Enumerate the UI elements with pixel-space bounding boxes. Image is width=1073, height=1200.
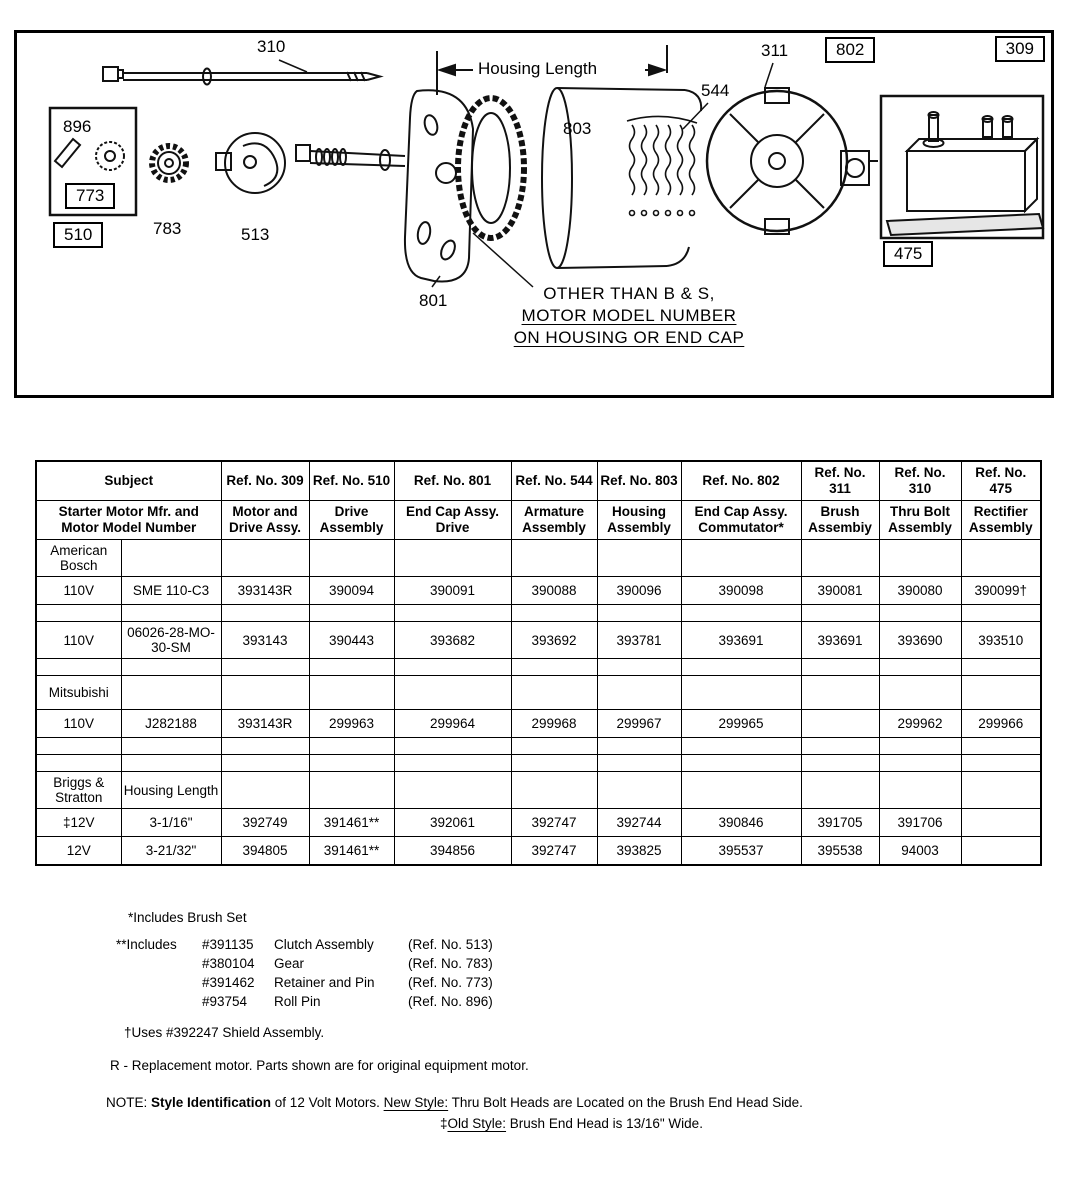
footnote-lead xyxy=(116,954,202,973)
table-cell xyxy=(597,540,681,577)
header-row-assemblies xyxy=(36,501,1041,540)
column-ref-header: Ref. No. 801 xyxy=(394,461,511,501)
table-cell xyxy=(681,772,801,809)
table-cell xyxy=(36,605,121,622)
table-cell xyxy=(879,755,961,772)
column-ref-header: Ref. No. 309 xyxy=(221,461,309,501)
table-cell xyxy=(879,772,961,809)
table-cell: 390846 xyxy=(681,809,801,837)
table-cell: Housing Length xyxy=(121,772,221,809)
table-cell: 390081 xyxy=(801,577,879,605)
table-cell: 390088 xyxy=(511,577,597,605)
table-cell xyxy=(309,605,394,622)
table-cell: 299967 xyxy=(597,710,681,738)
footnote-part-number: #391462 xyxy=(202,975,255,990)
table-cell xyxy=(597,605,681,622)
table-cell xyxy=(801,772,879,809)
housing-length-label: Housing Length xyxy=(478,59,598,78)
table-cell xyxy=(801,710,879,738)
footnote-lead: **Includes xyxy=(116,937,177,952)
part-label-802: 802 xyxy=(825,37,875,63)
part-label-801: 801 xyxy=(419,291,448,310)
table-cell xyxy=(961,772,1041,809)
table-cell: ‡12V xyxy=(36,809,121,837)
table-cell xyxy=(961,676,1041,710)
table-cell xyxy=(681,755,801,772)
table-cell: 392749 xyxy=(221,809,309,837)
table-cell xyxy=(309,738,394,755)
table-row xyxy=(36,659,1041,676)
footnote-part-number: #391135 xyxy=(202,937,254,952)
footnote-part-name: Clutch Assembly xyxy=(274,937,374,952)
subject-header: Subject xyxy=(36,461,221,501)
exploded-parts-diagram xyxy=(14,30,1054,398)
footnote-old-style xyxy=(440,1116,803,1131)
part-label-475: 475 xyxy=(883,241,933,267)
part-label-310: 310 xyxy=(257,37,286,56)
note-line-1: OTHER THAN B & S, xyxy=(543,284,715,303)
part-label-783: 783 xyxy=(153,219,182,238)
table-cell: 393143R xyxy=(221,577,309,605)
table-cell: 110V xyxy=(36,622,121,659)
parts-reference-table xyxy=(35,460,1042,866)
table-cell: 391705 xyxy=(801,809,879,837)
table-cell: 110V xyxy=(36,710,121,738)
table-cell: 391461** xyxy=(309,837,394,865)
column-assembly-header: Drive Assembly xyxy=(309,501,394,540)
table-cell: 393682 xyxy=(394,622,511,659)
footnote-part-number: #93754 xyxy=(202,994,248,1009)
table-cell xyxy=(681,738,801,755)
table-cell xyxy=(36,738,121,755)
column-ref-header: Ref. No. 475 xyxy=(961,461,1041,501)
column-ref-header: Ref. No. 803 xyxy=(597,461,681,501)
table-cell xyxy=(879,676,961,710)
table-cell: 394805 xyxy=(221,837,309,865)
table-cell xyxy=(511,755,597,772)
table-cell xyxy=(36,659,121,676)
part-label-803: 803 xyxy=(563,119,592,138)
table-cell: American Bosch xyxy=(36,540,121,577)
note-prefix: NOTE: xyxy=(106,1095,152,1110)
footnotes xyxy=(106,910,803,1131)
table-cell xyxy=(121,738,221,755)
table-cell: 299968 xyxy=(511,710,597,738)
table-cell xyxy=(961,809,1041,837)
table-cell: 393690 xyxy=(879,622,961,659)
table-cell: 390094 xyxy=(309,577,394,605)
armature-shaft-shape xyxy=(296,145,405,170)
table-cell: 392747 xyxy=(511,809,597,837)
table-cell xyxy=(801,540,879,577)
table-cell xyxy=(879,605,961,622)
footnote-brush-set: *Includes Brush Set xyxy=(128,910,247,925)
table-cell xyxy=(221,738,309,755)
table-cell: SME 110-C3 xyxy=(121,577,221,605)
table-cell: 299965 xyxy=(681,710,801,738)
note-middle: of 12 Volt Motors. xyxy=(271,1095,384,1110)
table-cell: 390098 xyxy=(681,577,801,605)
old-style-marker: ‡ xyxy=(440,1116,448,1131)
table-cell: 391461** xyxy=(309,809,394,837)
table-cell: 393143 xyxy=(221,622,309,659)
table-cell: 393692 xyxy=(511,622,597,659)
table-cell xyxy=(309,540,394,577)
table-cell: 393781 xyxy=(597,622,681,659)
table-cell xyxy=(121,540,221,577)
note-line-2: MOTOR MODEL NUMBER xyxy=(521,306,737,325)
table-cell xyxy=(597,676,681,710)
table-cell xyxy=(801,659,879,676)
table-cell: 3-21/32" xyxy=(121,837,221,865)
footnote-part-ref: (Ref. No. 773) xyxy=(408,975,493,990)
column-assembly-header: End Cap Assy. Drive xyxy=(394,501,511,540)
table-cell xyxy=(221,659,309,676)
table-cell: 394856 xyxy=(394,837,511,865)
part-label-544: 544 xyxy=(701,81,730,100)
table-cell xyxy=(221,676,309,710)
table-cell xyxy=(121,676,221,710)
table-cell xyxy=(121,755,221,772)
column-ref-header: Ref. No. 310 xyxy=(879,461,961,501)
table-cell xyxy=(597,738,681,755)
table-cell: 94003 xyxy=(879,837,961,865)
part-label-896: 896 xyxy=(63,117,92,136)
table-cell: 393510 xyxy=(961,622,1041,659)
part-label-309: 309 xyxy=(995,36,1045,62)
column-assembly-header: Housing Assembly xyxy=(597,501,681,540)
table-cell xyxy=(309,772,394,809)
table-cell xyxy=(961,659,1041,676)
table-cell xyxy=(394,540,511,577)
footnote-shield: †Uses #392247 Shield Assembly. xyxy=(124,1025,325,1040)
table-cell: 392061 xyxy=(394,809,511,837)
footnote-clutch-list xyxy=(116,935,803,1011)
table-cell: 393825 xyxy=(597,837,681,865)
table-cell xyxy=(681,676,801,710)
table-cell xyxy=(511,772,597,809)
table-cell xyxy=(309,755,394,772)
old-style-suffix: Brush End Head is 13/16" Wide. xyxy=(506,1116,703,1131)
table-row xyxy=(36,676,1041,710)
column-ref-header: Ref. No. 311 xyxy=(801,461,879,501)
note-line-3: ON HOUSING OR END CAP xyxy=(513,328,745,347)
table-cell xyxy=(597,659,681,676)
footnote-part-name: Retainer and Pin xyxy=(274,975,375,990)
table-cell xyxy=(309,659,394,676)
column-assembly-header: Brush Assembiy xyxy=(801,501,879,540)
table-cell xyxy=(511,605,597,622)
diagram-note xyxy=(479,283,779,349)
table-cell xyxy=(511,659,597,676)
table-cell: 392744 xyxy=(597,809,681,837)
footnote-part-number: #380104 xyxy=(202,956,255,971)
table-row xyxy=(36,622,1041,659)
armature-winding-shape xyxy=(458,98,524,238)
note-bold: Style Identification xyxy=(151,1095,272,1110)
part-label-773: 773 xyxy=(65,183,115,209)
table-cell xyxy=(511,738,597,755)
table-cell: 12V xyxy=(36,837,121,865)
clutch-shape xyxy=(216,133,285,193)
footnote-part-ref: (Ref. No. 783) xyxy=(408,956,493,971)
table-cell: J282188 xyxy=(121,710,221,738)
table-cell xyxy=(879,738,961,755)
table-cell xyxy=(961,837,1041,865)
table-cell: 395538 xyxy=(801,837,879,865)
table-cell: 299966 xyxy=(961,710,1041,738)
column-assembly-header: End Cap Assy. Commutator* xyxy=(681,501,801,540)
table-cell xyxy=(961,540,1041,577)
column-ref-header: Ref. No. 510 xyxy=(309,461,394,501)
table-cell xyxy=(221,772,309,809)
part-label-510: 510 xyxy=(53,222,103,248)
parts-table-body xyxy=(36,540,1041,865)
table-cell xyxy=(961,755,1041,772)
table-cell xyxy=(394,772,511,809)
mfr-model-header: Starter Motor Mfr. and Motor Model Number xyxy=(36,501,221,540)
old-style-underline: Old Style: xyxy=(447,1116,507,1131)
table-cell: 393691 xyxy=(801,622,879,659)
table-row xyxy=(36,540,1041,577)
table-cell xyxy=(511,676,597,710)
column-ref-header: Ref. No. 802 xyxy=(681,461,801,501)
table-cell xyxy=(961,738,1041,755)
table-row xyxy=(36,772,1041,809)
housing-shape xyxy=(542,88,701,268)
footnote-lead xyxy=(116,992,202,1011)
table-cell xyxy=(36,755,121,772)
rectifier-shape xyxy=(881,96,1043,238)
table-cell xyxy=(309,676,394,710)
thru-bolt-shape xyxy=(103,67,380,85)
part-label-311: 311 xyxy=(761,41,789,60)
table-cell: Mitsubishi xyxy=(36,676,121,710)
table-cell: 390096 xyxy=(597,577,681,605)
table-cell: 390099† xyxy=(961,577,1041,605)
footnote-lead xyxy=(116,973,202,992)
part-label-513: 513 xyxy=(241,225,270,244)
column-ref-header: Ref. No. 544 xyxy=(511,461,597,501)
table-row xyxy=(36,710,1041,738)
footnote-part-name: Gear xyxy=(274,956,305,971)
footnote-style-note xyxy=(106,1095,803,1110)
column-assembly-header: Rectifier Assembly xyxy=(961,501,1041,540)
table-row xyxy=(36,738,1041,755)
table-cell xyxy=(394,659,511,676)
table-cell: 393691 xyxy=(681,622,801,659)
table-cell xyxy=(597,772,681,809)
table-row xyxy=(36,755,1041,772)
drive-end-cap-shape xyxy=(405,90,473,281)
table-cell xyxy=(801,738,879,755)
column-assembly-header: Motor and Drive Assy. xyxy=(221,501,309,540)
table-cell xyxy=(121,605,221,622)
table-cell xyxy=(879,659,961,676)
footnote-replacement: R - Replacement motor. Parts shown are for original equipment motor. xyxy=(110,1058,529,1073)
table-cell: 299962 xyxy=(879,710,961,738)
table-cell xyxy=(681,540,801,577)
table-cell: 391706 xyxy=(879,809,961,837)
column-assembly-header: Thru Bolt Assembly xyxy=(879,501,961,540)
table-cell xyxy=(394,605,511,622)
table-cell xyxy=(681,659,801,676)
footnote-part-ref: (Ref. No. 896) xyxy=(408,994,493,1009)
table-cell xyxy=(221,755,309,772)
table-cell xyxy=(394,738,511,755)
footnote-part-ref: (Ref. No. 513) xyxy=(408,937,493,952)
table-cell: 299964 xyxy=(394,710,511,738)
table-cell: 3-1/16" xyxy=(121,809,221,837)
table-cell: 299963 xyxy=(309,710,394,738)
table-cell xyxy=(394,676,511,710)
table-cell xyxy=(221,605,309,622)
table-cell xyxy=(801,605,879,622)
table-cell: 393143R xyxy=(221,710,309,738)
table-cell: 390091 xyxy=(394,577,511,605)
note-new-style: New Style: xyxy=(383,1095,449,1110)
table-cell xyxy=(879,540,961,577)
table-cell xyxy=(121,659,221,676)
table-cell xyxy=(394,755,511,772)
footnote-part-name: Roll Pin xyxy=(274,994,321,1009)
table-cell xyxy=(681,605,801,622)
table-cell: 392747 xyxy=(511,837,597,865)
table-cell xyxy=(961,605,1041,622)
gear-shape xyxy=(152,146,186,180)
table-row xyxy=(36,837,1041,865)
table-cell xyxy=(221,540,309,577)
table-cell: 390080 xyxy=(879,577,961,605)
column-assembly-header: Armature Assembly xyxy=(511,501,597,540)
commutator-end-cap-shape xyxy=(707,88,847,234)
table-cell xyxy=(801,676,879,710)
table-row xyxy=(36,577,1041,605)
table-cell: 395537 xyxy=(681,837,801,865)
table-cell xyxy=(801,755,879,772)
table-cell xyxy=(511,540,597,577)
table-row xyxy=(36,809,1041,837)
table-cell xyxy=(597,755,681,772)
table-cell: 110V xyxy=(36,577,121,605)
table-row xyxy=(36,605,1041,622)
table-cell: 06026-28-MO-30-SM xyxy=(121,622,221,659)
header-row-refs xyxy=(36,461,1041,501)
note-suffix: Thru Bolt Heads are Located on the Brush End Head Side. xyxy=(448,1095,803,1110)
brush-spring-comb-shape xyxy=(627,116,697,215)
table-cell: 390443 xyxy=(309,622,394,659)
table-cell: Briggs & Stratton xyxy=(36,772,121,809)
